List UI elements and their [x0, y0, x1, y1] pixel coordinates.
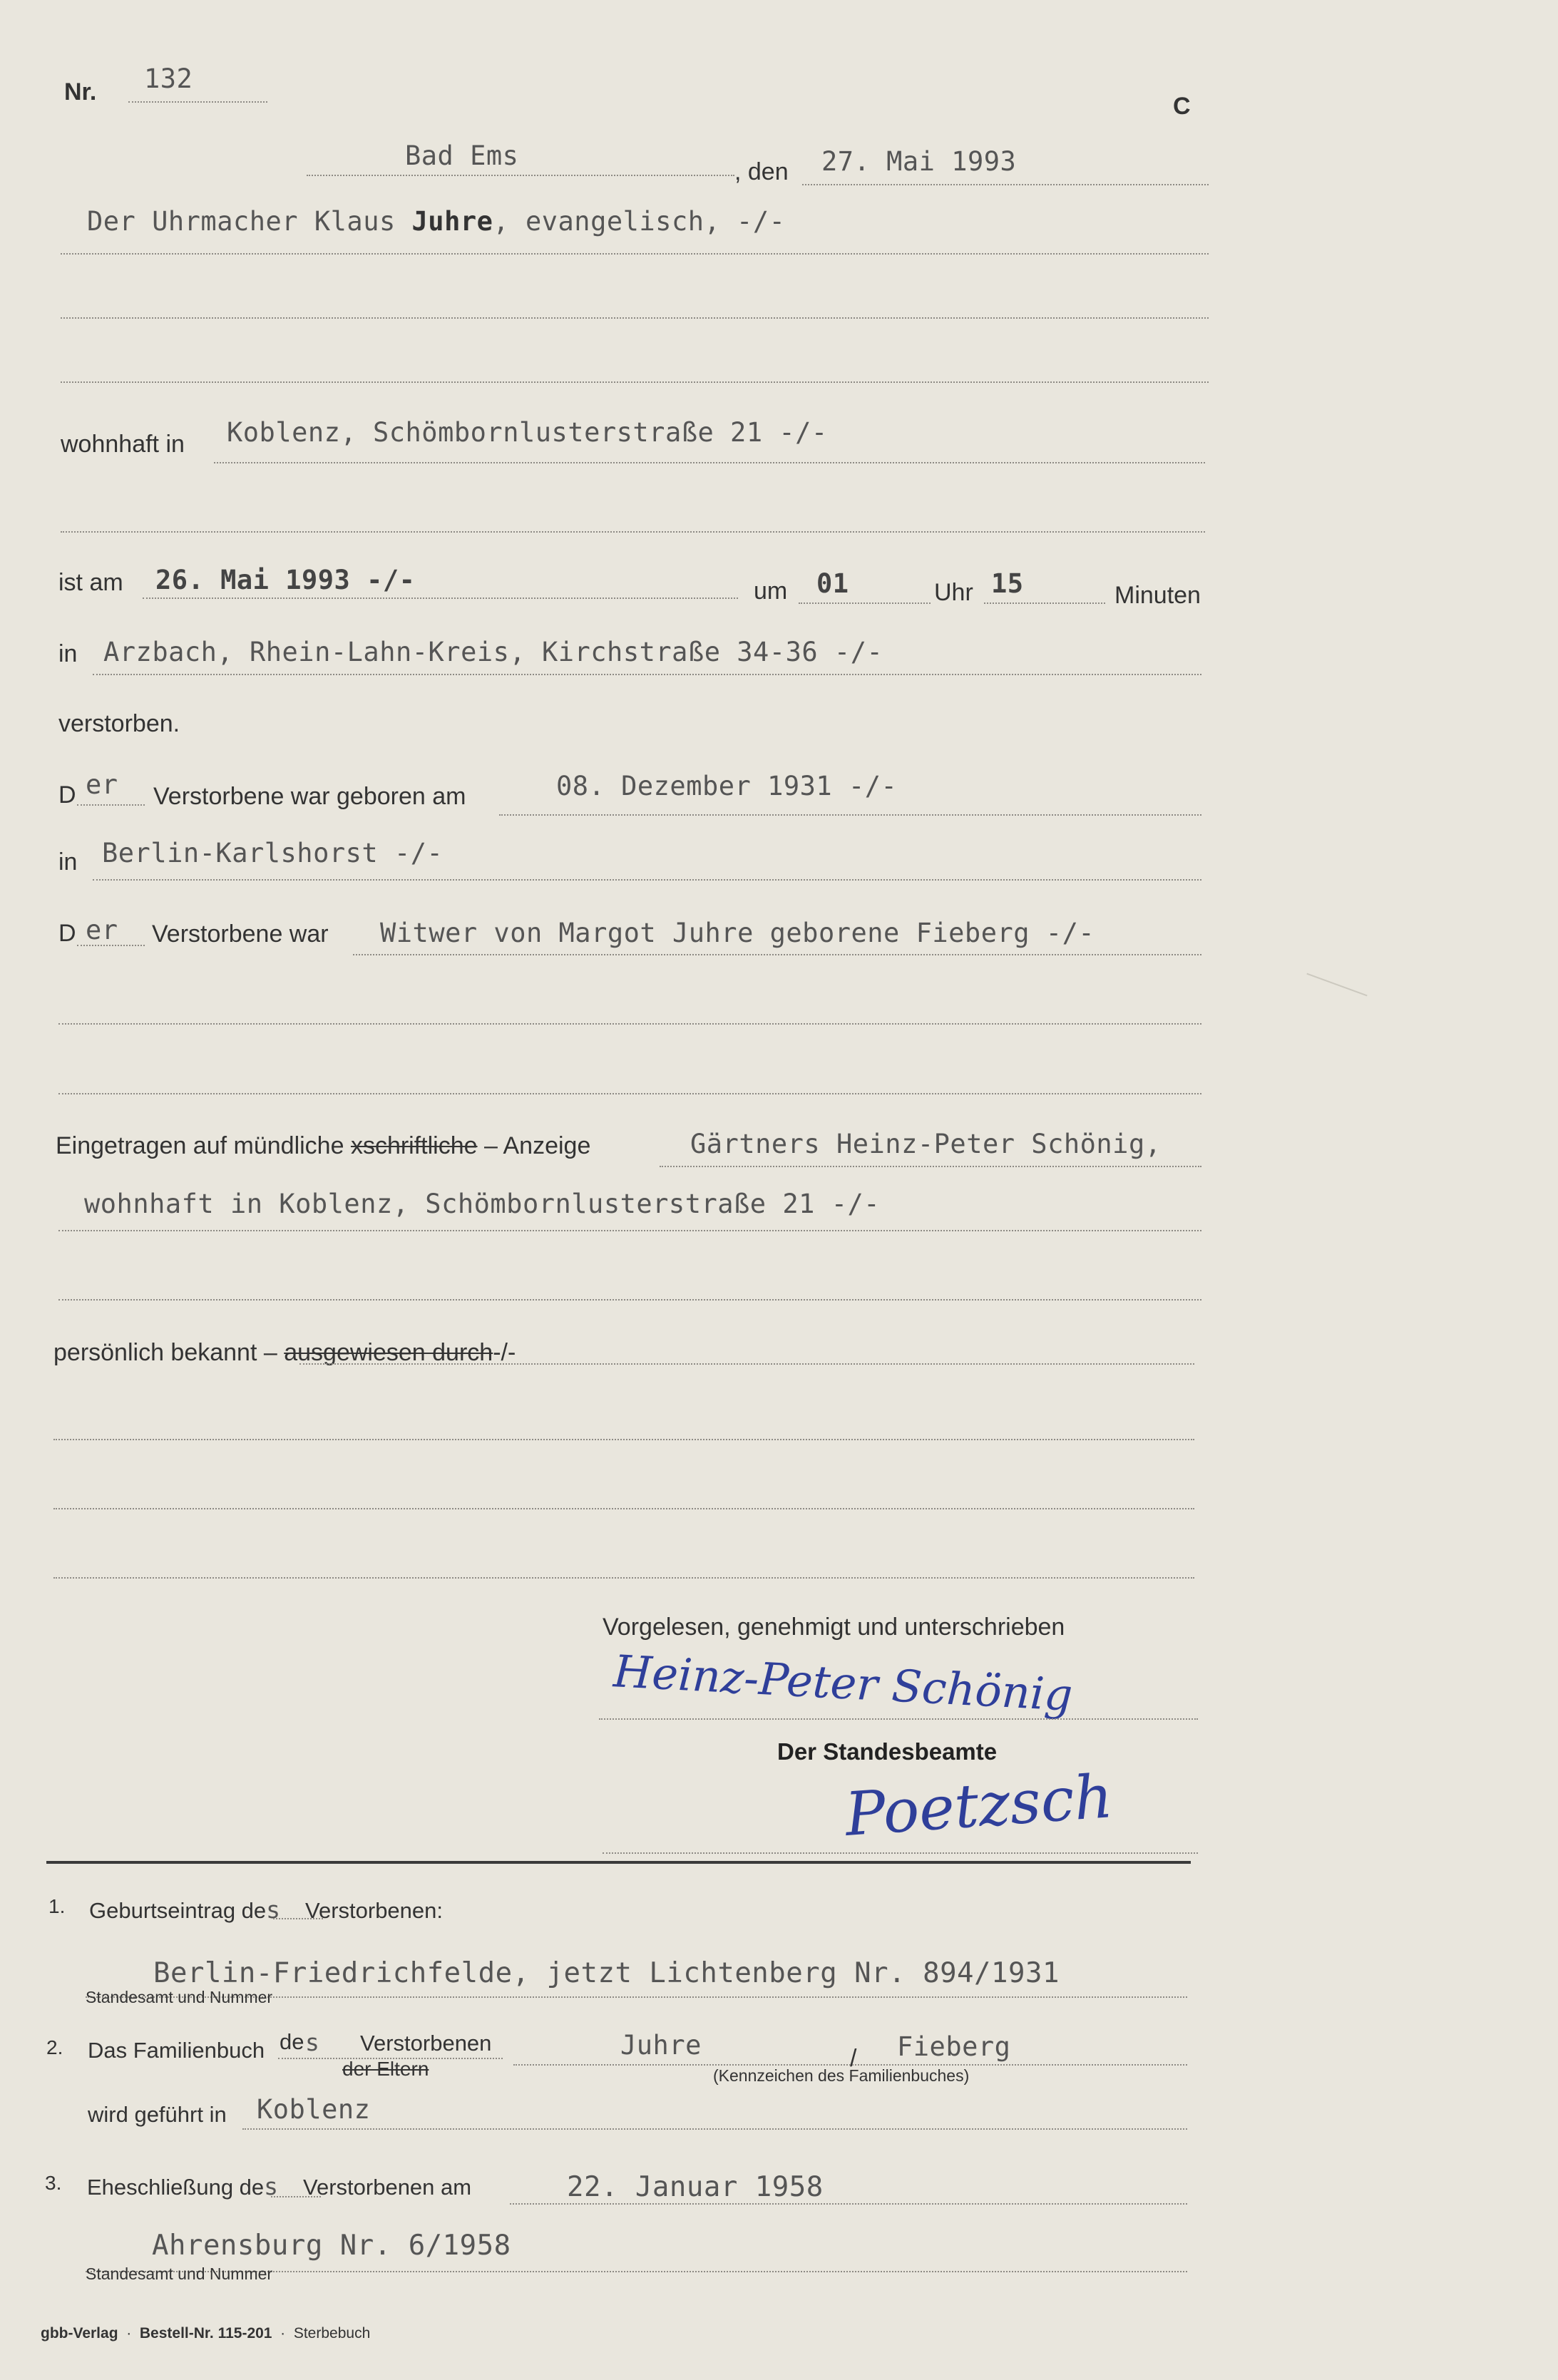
registrar-signature-line: [603, 1852, 1198, 1854]
marital-label: Verstorbene war: [152, 920, 329, 948]
note1-value: Berlin-Friedrichfelde, jetzt Lichtenberg Nr. 894/1931: [153, 1957, 1060, 1989]
birth-date: 08. Dezember 1931 -/-: [556, 771, 898, 801]
death-hour: 01: [816, 568, 849, 599]
note1-number: 1.: [48, 1895, 66, 1917]
marital-d-label: D: [58, 920, 76, 947]
footer-form-name: Sterbebuch: [293, 2325, 371, 2341]
blank-line: [58, 1299, 1201, 1301]
informant-name: Gärtners Heinz-Peter Schönig,: [690, 1129, 1162, 1159]
nr-label: Nr.: [64, 78, 97, 106]
birth-place: Berlin-Karlshorst -/-: [102, 838, 444, 868]
blank-line: [61, 381, 1209, 383]
birth-d-suffix: er: [86, 769, 118, 800]
signature-line: [599, 1718, 1198, 1720]
note2-number: 2.: [46, 2036, 63, 2058]
note1-s-line: [273, 1918, 323, 1919]
note2-label: Das Familienbuch: [88, 2038, 265, 2063]
note3-label-b: Verstorbenen am: [303, 2175, 472, 2200]
section-divider: [46, 1861, 1191, 1864]
verstorben-label: verstorben.: [58, 710, 180, 737]
deceased-surname: Juhre: [411, 206, 493, 237]
birth-d-line: [77, 804, 145, 806]
struck-id-option: ausgewiesen durch: [284, 1339, 493, 1366]
note2-option-parents-struck: der Eltern: [342, 2058, 429, 2080]
informant-address-line: [58, 1230, 1201, 1231]
death-place-line: [93, 674, 1201, 675]
minuten-label: Minuten: [1114, 582, 1201, 609]
death-date: 26. Mai 1993 -/-: [155, 565, 416, 595]
blank-line: [58, 1093, 1201, 1094]
blank-line: [58, 1023, 1201, 1025]
birth-place-label: in: [58, 848, 78, 876]
informant-address: wohnhaft in Koblenz, Schömbornlusterstraße 21 -/-: [84, 1189, 881, 1219]
note1-label-s: s: [266, 1896, 281, 1924]
marriage-registry: Ahrensburg Nr. 6/1958: [152, 2230, 511, 2262]
note3-number: 3.: [45, 2172, 62, 2194]
identification-label-text: persönlich bekannt –: [53, 1339, 277, 1366]
closing-text: Vorgelesen, genehmigt und unterschrieben: [603, 1614, 1065, 1641]
registrar-label: Der Standesbeamte: [777, 1738, 998, 1765]
footer: gbb-Verlag · Bestell-Nr. 115-201 · Sterbebuch: [41, 2325, 371, 2341]
place-line: [307, 175, 734, 176]
note3-s-line: [271, 2196, 321, 2197]
note1-label-a: Geburtseintrag de: [89, 1898, 267, 1923]
note3-label-a: Eheschließung de: [87, 2175, 265, 2200]
note2-book-line: [513, 2064, 1187, 2066]
death-date-line: [143, 597, 738, 599]
birth-date-line: [499, 814, 1201, 816]
marital-line: [353, 954, 1201, 955]
footer-publisher: gbb-Verlag: [41, 2325, 118, 2341]
blank-line: [61, 317, 1209, 319]
note2-s: s: [305, 2028, 320, 2056]
note1-label-b: Verstorbenen:: [304, 1898, 444, 1923]
blank-line: [53, 1577, 1194, 1579]
corner-letter: C: [1173, 93, 1191, 120]
marriage-date: 22. Januar 1958: [567, 2171, 824, 2203]
family-book-caption: (Kennzeichen des Familienbuches): [713, 2066, 970, 2085]
hour-line: [799, 602, 931, 604]
note2-option-deceased: Verstorbenen: [360, 2031, 492, 2056]
note1-label: [89, 1898, 443, 1922]
note3-date-line: [510, 2203, 1187, 2205]
den-label: , den: [734, 158, 789, 185]
death-date-label: ist am: [58, 569, 123, 596]
residence-label: wohnhaft in: [61, 431, 185, 458]
struck-written-option: xschriftliche: [350, 1132, 478, 1159]
note2-de: de: [280, 2029, 304, 2054]
informant-line: [660, 1166, 1201, 1167]
marital-d-line: [77, 945, 145, 946]
registration-label-start: Eingetragen auf mündliche: [56, 1132, 344, 1159]
note3-label-s: s: [264, 2173, 279, 2200]
fold-mark: [1306, 973, 1367, 997]
note2-wird-label: wird geführt in: [88, 2102, 227, 2127]
marital-status: Witwer von Margot Juhre geborene Fieberg -/-: [380, 918, 1095, 948]
family-book-slash: /: [850, 2045, 857, 2072]
deceased-occupation-name: Der Uhrmacher Klaus: [87, 206, 412, 237]
person-line: [61, 253, 1209, 255]
family-book-name1: Juhre: [620, 2030, 702, 2061]
family-book-name2: Fieberg: [897, 2031, 1011, 2062]
note1-caption: Standesamt und Nummer: [86, 1988, 273, 2006]
footer-order-number: Bestell-Nr. 115-201: [139, 2325, 272, 2341]
note3-label: [87, 2175, 471, 2198]
identification-suffix: -/-: [493, 1339, 516, 1366]
informant-signature: Heinz-Peter Schönig: [612, 1645, 1075, 1721]
registry-date: 27. Mai 1993: [821, 146, 1017, 177]
um-label: um: [754, 578, 788, 605]
blank-line: [53, 1508, 1194, 1509]
registration-label-end: – Anzeige: [484, 1132, 591, 1159]
birth-label: Verstorbene war geboren am: [153, 783, 466, 810]
blank-line: [53, 1439, 1194, 1440]
family-book-place: Koblenz: [257, 2094, 371, 2125]
blank-line: [61, 531, 1205, 533]
residence-line: [214, 462, 1205, 463]
marital-d-suffix: er: [86, 915, 118, 945]
note2-place-line: [242, 2128, 1187, 2130]
residence-value: Koblenz, Schömbornlusterstraße 21 -/-: [227, 417, 828, 448]
identification-line: [299, 1363, 1194, 1365]
record-number: 132: [144, 63, 193, 94]
note3-caption: Standesamt und Nummer: [86, 2264, 273, 2283]
registry-place: Bad Ems: [405, 140, 519, 171]
nr-line: [128, 101, 267, 103]
date-line: [802, 184, 1209, 185]
death-place: Arzbach, Rhein-Lahn-Kreis, Kirchstraße 34-36 -/-: [103, 637, 883, 667]
minutes-line: [984, 602, 1105, 604]
registrar-signature: Poetzsch: [843, 1761, 1115, 1850]
deceased-line: [87, 208, 785, 235]
birth-place-line: [93, 879, 1201, 881]
registration-label: [56, 1134, 590, 1158]
deceased-religion: , evangelisch, -/-: [493, 206, 786, 237]
note2-option-line: [278, 2058, 503, 2059]
identification-label: [53, 1340, 516, 1365]
birth-d-label: D: [58, 781, 76, 809]
death-place-label: in: [58, 640, 78, 667]
death-minutes: 15: [991, 568, 1024, 599]
uhr-label: Uhr: [934, 579, 973, 606]
